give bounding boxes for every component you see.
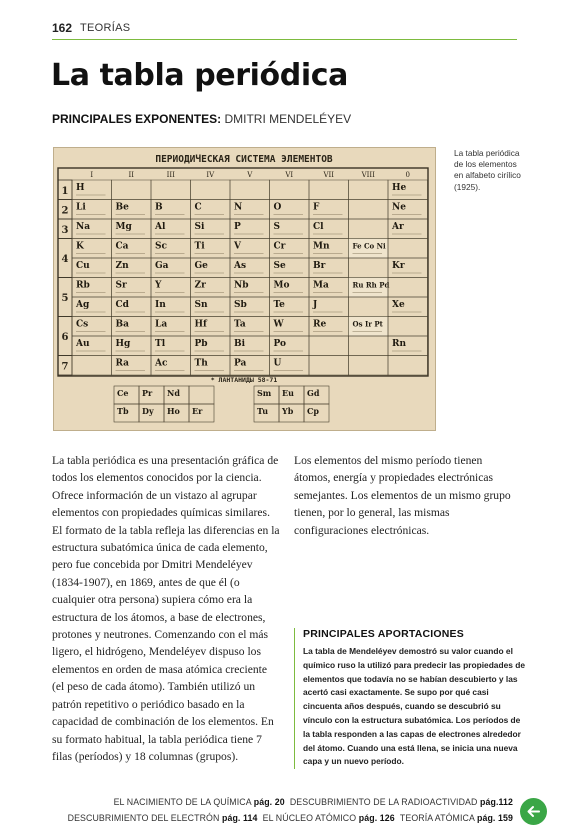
element-symbol: Pb <box>194 339 208 349</box>
element-symbol: O <box>273 202 282 213</box>
element-symbol: Ge <box>194 261 208 271</box>
period-label: 3 <box>61 224 69 236</box>
period-label: 4 <box>61 254 69 265</box>
lanthanide-symbol: Ho <box>167 406 180 416</box>
period-label: 7 <box>61 361 69 373</box>
element-symbol: He <box>392 183 407 193</box>
period-label: 5 <box>61 293 69 304</box>
lanthanide-symbol: Tb <box>117 406 129 416</box>
aportaciones-box <box>294 628 529 769</box>
element-symbol: Re <box>313 319 327 330</box>
element-symbol: Nb <box>234 280 249 291</box>
body-text-column-2: Los elementos del mismo período tienen átomos, energía y propiedades electrónicas semejantes. Los elementos de un mismo grupo tienen, por lo general, las mismas configuraciones electrónicas. <box>294 454 511 537</box>
element-symbol: Th <box>194 358 208 369</box>
table-title: ПЕРИОДИЧЕСКАЯ СИСТЕМА ЭЛЕМЕНТОВ <box>155 154 333 165</box>
back-button[interactable] <box>520 798 547 825</box>
group-header: IV <box>206 171 215 179</box>
element-symbol: Ga <box>155 261 169 271</box>
element-symbol: Zr <box>194 280 206 291</box>
footer-link[interactable]: DESCUBRIMIENTO DE LA RADIOACTIVIDAD pág.112 <box>289 797 513 807</box>
lanthanide-symbol: Dy <box>142 406 154 416</box>
periodic-table-photo <box>53 147 436 431</box>
element-symbol: Ac <box>155 358 168 369</box>
element-symbol: Hf <box>194 319 207 330</box>
element-symbol: Ca <box>115 241 129 252</box>
element-symbol: Zn <box>115 261 129 271</box>
group-header: I <box>90 171 94 179</box>
element-symbol: P <box>234 222 241 232</box>
element-symbol: Po <box>273 339 287 349</box>
element-symbol: K <box>76 241 84 252</box>
element-symbol: W <box>273 319 284 330</box>
lanthanide-symbol: Er <box>192 406 203 416</box>
footer-link[interactable]: EL NACIMIENTO DE LA QUÍMICA pág. 20 <box>113 797 285 807</box>
element-symbol: Sn <box>194 300 208 310</box>
period-label: 1 <box>61 185 69 197</box>
group-header: III <box>166 171 175 179</box>
element-symbol: Ta <box>234 319 246 330</box>
element-symbol: Si <box>194 222 205 232</box>
element-symbol: Hg <box>115 339 131 349</box>
footer-link[interactable]: EL NÚCLEO ATÓMICO pág. 126 <box>262 813 395 823</box>
footer-links-line-1 <box>114 797 513 807</box>
element-symbol: Sr <box>115 280 127 291</box>
element-symbol: As <box>234 261 247 271</box>
period-label: 2 <box>61 205 69 217</box>
element-symbol: Rb <box>76 280 90 291</box>
element-symbol: Cu <box>76 261 90 271</box>
lanthanide-symbol: Cp <box>307 406 319 416</box>
group-header: VIII <box>361 171 375 179</box>
element-symbol: Mg <box>115 222 132 232</box>
footer-links-line-2 <box>68 813 513 823</box>
page-header <box>52 17 517 40</box>
group-header: V <box>247 171 253 179</box>
element-symbol: Li <box>76 202 86 213</box>
element-symbol: Sb <box>234 300 247 310</box>
element-symbol: Kr <box>392 261 405 271</box>
element-symbol: H <box>76 183 85 193</box>
page-number: 162 <box>52 21 73 35</box>
element-symbol: Mo <box>273 280 290 291</box>
element-symbol: Ar <box>392 222 404 232</box>
footer-link[interactable]: DESCUBRIMIENTO DEL ELECTRÓN pág. 114 <box>67 813 258 823</box>
element-symbol: C <box>194 202 202 213</box>
element-symbol: J <box>313 300 318 310</box>
lanthanide-symbol: Sm <box>257 388 272 398</box>
element-symbol: N <box>234 202 243 213</box>
periodic-table-illustration <box>54 148 435 430</box>
element-symbol: Be <box>115 202 129 213</box>
aportaciones-heading: PRINCIPALES APORTACIONES <box>303 628 464 640</box>
aportaciones-text: La tabla de Mendeléyev demostró su valor cuando el químico ruso la utilizó para predecir las propiedades de elementos que todavía no se habían descubierto y las acertó casi exactamente. Se supo por qué casi cincuenta años después, cuando se descubrió su vínculo con la estructura subatómica. Los períodos de la tabla responden a las capas de electrones alrededor del átomo. Cuando una está llena, se inicia una nueva capa y un nuevo período. <box>303 646 525 767</box>
element-symbol: Sc <box>155 241 167 252</box>
section-label: TEORÍAS <box>80 22 131 34</box>
element-symbol: Al <box>155 222 166 232</box>
image-caption: La tabla periódica de los elementos en alfabeto cirílico (1925). <box>454 148 521 192</box>
element-symbol: Mn <box>313 241 330 252</box>
exponents-value: DMITRI MENDELÉYEV <box>224 112 352 126</box>
lanthanide-symbol: Gd <box>307 388 320 398</box>
lanthanide-symbol: Eu <box>282 388 294 398</box>
element-symbol: Os Ir Pt <box>352 319 383 329</box>
period-label: 6 <box>61 332 69 343</box>
element-symbol: Ru Rh Pd <box>352 280 390 290</box>
element-symbol: Pa <box>234 358 247 369</box>
element-symbol: In <box>155 300 166 310</box>
element-symbol: Ra <box>115 358 130 369</box>
element-symbol: Te <box>273 300 285 310</box>
element-symbol: S <box>273 222 280 232</box>
group-header: VII <box>323 171 335 179</box>
group-header: 0 <box>405 171 410 179</box>
element-symbol: La <box>155 319 168 330</box>
principal-exponents <box>52 112 351 126</box>
element-symbol: Cr <box>273 241 286 252</box>
exponents-label: PRINCIPALES EXPONENTES: <box>52 112 222 126</box>
element-symbol: Ma <box>313 280 329 291</box>
element-symbol: U <box>273 358 282 369</box>
element-symbol: F <box>313 202 320 213</box>
element-symbol: V <box>234 241 241 252</box>
element-symbol: Tl <box>155 339 166 349</box>
lanthanide-symbol: Tu <box>257 406 269 416</box>
body-text-column-1: La tabla periódica es una presentación gráfica de todos los elementos conocidos por la ciencia. Ofrece información de un vistazo al agrupar elementos con propiedades químicas similares. El formato de la tabla refleja las diferencias en la estructura subatómica única de cada elemento, pero fue concebida por Dmitri Mendeléyev (1834-1907), en 1869, antes de que él (o cualquier otra persona) supiera cómo era la estructura de los átomos, a base de electrones, protones y neutrones. Comenzando con el más ligero, el hidrógeno, Mendeléyev dispuso los elementos en orden de masa atómica creciente (el peso de cada átomo). También utilizó un patrón repetitivo o periódico basado en la capacidad de combinación de los elementos. En su formato habitual, la tabla periódica tiene 7 filas (períodos) y 18 columnas (grupos). <box>52 454 280 763</box>
element-symbol: Rn <box>392 339 407 349</box>
footer-link[interactable]: TEORÍA ATÓMICA pág. 159 <box>399 813 513 823</box>
page-title: La tabla periódica <box>51 58 348 93</box>
lanthanide-symbol: Pr <box>142 388 153 398</box>
element-symbol: Bi <box>234 339 246 349</box>
element-symbol: Y <box>155 280 162 291</box>
lanthanides-label: * ЛАНТАНИДЫ 58-71 <box>210 376 278 384</box>
element-symbol: Ag <box>76 300 90 310</box>
element-symbol: Br <box>313 261 326 271</box>
group-header: VI <box>285 171 294 179</box>
element-symbol: Na <box>76 222 91 232</box>
lanthanide-symbol: Yb <box>282 406 294 416</box>
group-header: II <box>128 171 135 179</box>
element-symbol: Ba <box>115 319 129 330</box>
lanthanide-symbol: Nd <box>167 388 180 398</box>
lanthanide-symbol: Ce <box>117 388 129 398</box>
element-symbol: Fe Co Ni <box>352 241 386 251</box>
arrow-left-icon <box>526 804 541 819</box>
element-symbol: Ne <box>392 202 406 213</box>
element-symbol: Cs <box>76 319 89 330</box>
element-symbol: Se <box>273 261 286 271</box>
element-symbol: Au <box>76 339 90 349</box>
element-symbol: Xe <box>392 300 405 310</box>
element-symbol: Cd <box>115 300 129 310</box>
element-symbol: Ti <box>194 241 205 252</box>
element-symbol: B <box>155 202 163 213</box>
element-symbol: Cl <box>313 222 324 232</box>
